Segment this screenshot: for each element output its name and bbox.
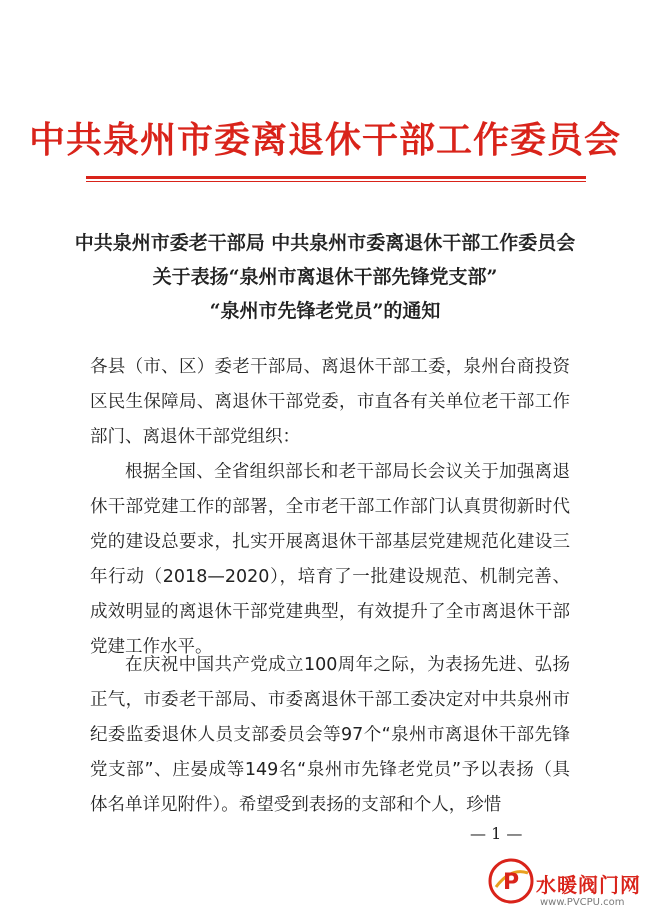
- letterhead-rule-thin: [86, 181, 586, 182]
- notice-title-line3: “泉州市先锋老党员”的通知: [209, 300, 441, 322]
- watermark-logo-letter: P: [502, 870, 520, 895]
- notice-title-line2: 关于表扬“泉州市离退休干部先锋党支部”: [152, 266, 498, 288]
- site-watermark[interactable]: [488, 857, 648, 917]
- addressee-paragraph: 各县（市、区）委老干部局、离退休干部工委，泉州台商投资区民生保障局、离退休干部党委，市直各有关单位老干部工作部门、离退休干部党组织：: [90, 357, 570, 447]
- body-paragraph-1: 根据全国、全省组织部长和老干部局长会议关于加强离退休干部党建工作的部署，全市老干部工作部门认真贯彻新时代党的建设总要求，扎实开展离退休干部基层党建规范化建设三年行动（2018—2020），培育了一批建设规范、机制完善、成效明显的离退休干部党建典型，有效提升了全市离退休干部党建工作水平。: [90, 462, 570, 657]
- letterhead-rule-thick: [86, 176, 586, 179]
- letterhead-title: 中共泉州市委离退休干部工作委员会: [28, 119, 621, 161]
- body-paragraph-2: 在庆祝中国共产党成立100周年之际，为表扬先进、弘扬正气，市委老干部局、市委离退休干部工委决定对中共泉州市纪委监委退休人员支部委员会等97个“泉州市离退休干部先锋党支部”、庄晏成等149名“泉州市先锋老党员”予以表扬（具体名单详见附件）。希望受到表扬的支部和个人，珍惜: [90, 655, 570, 815]
- page-number: — 1 —: [470, 824, 523, 843]
- pvcpu-logo-icon: [488, 857, 534, 905]
- watermark-url[interactable]: www.PVCPU.com: [540, 897, 625, 908]
- watermark-brand: 水暖阀门网: [536, 873, 641, 897]
- notice-title-line1: 中共泉州市委老干部局 中共泉州市委离退休干部工作委员会: [74, 232, 576, 254]
